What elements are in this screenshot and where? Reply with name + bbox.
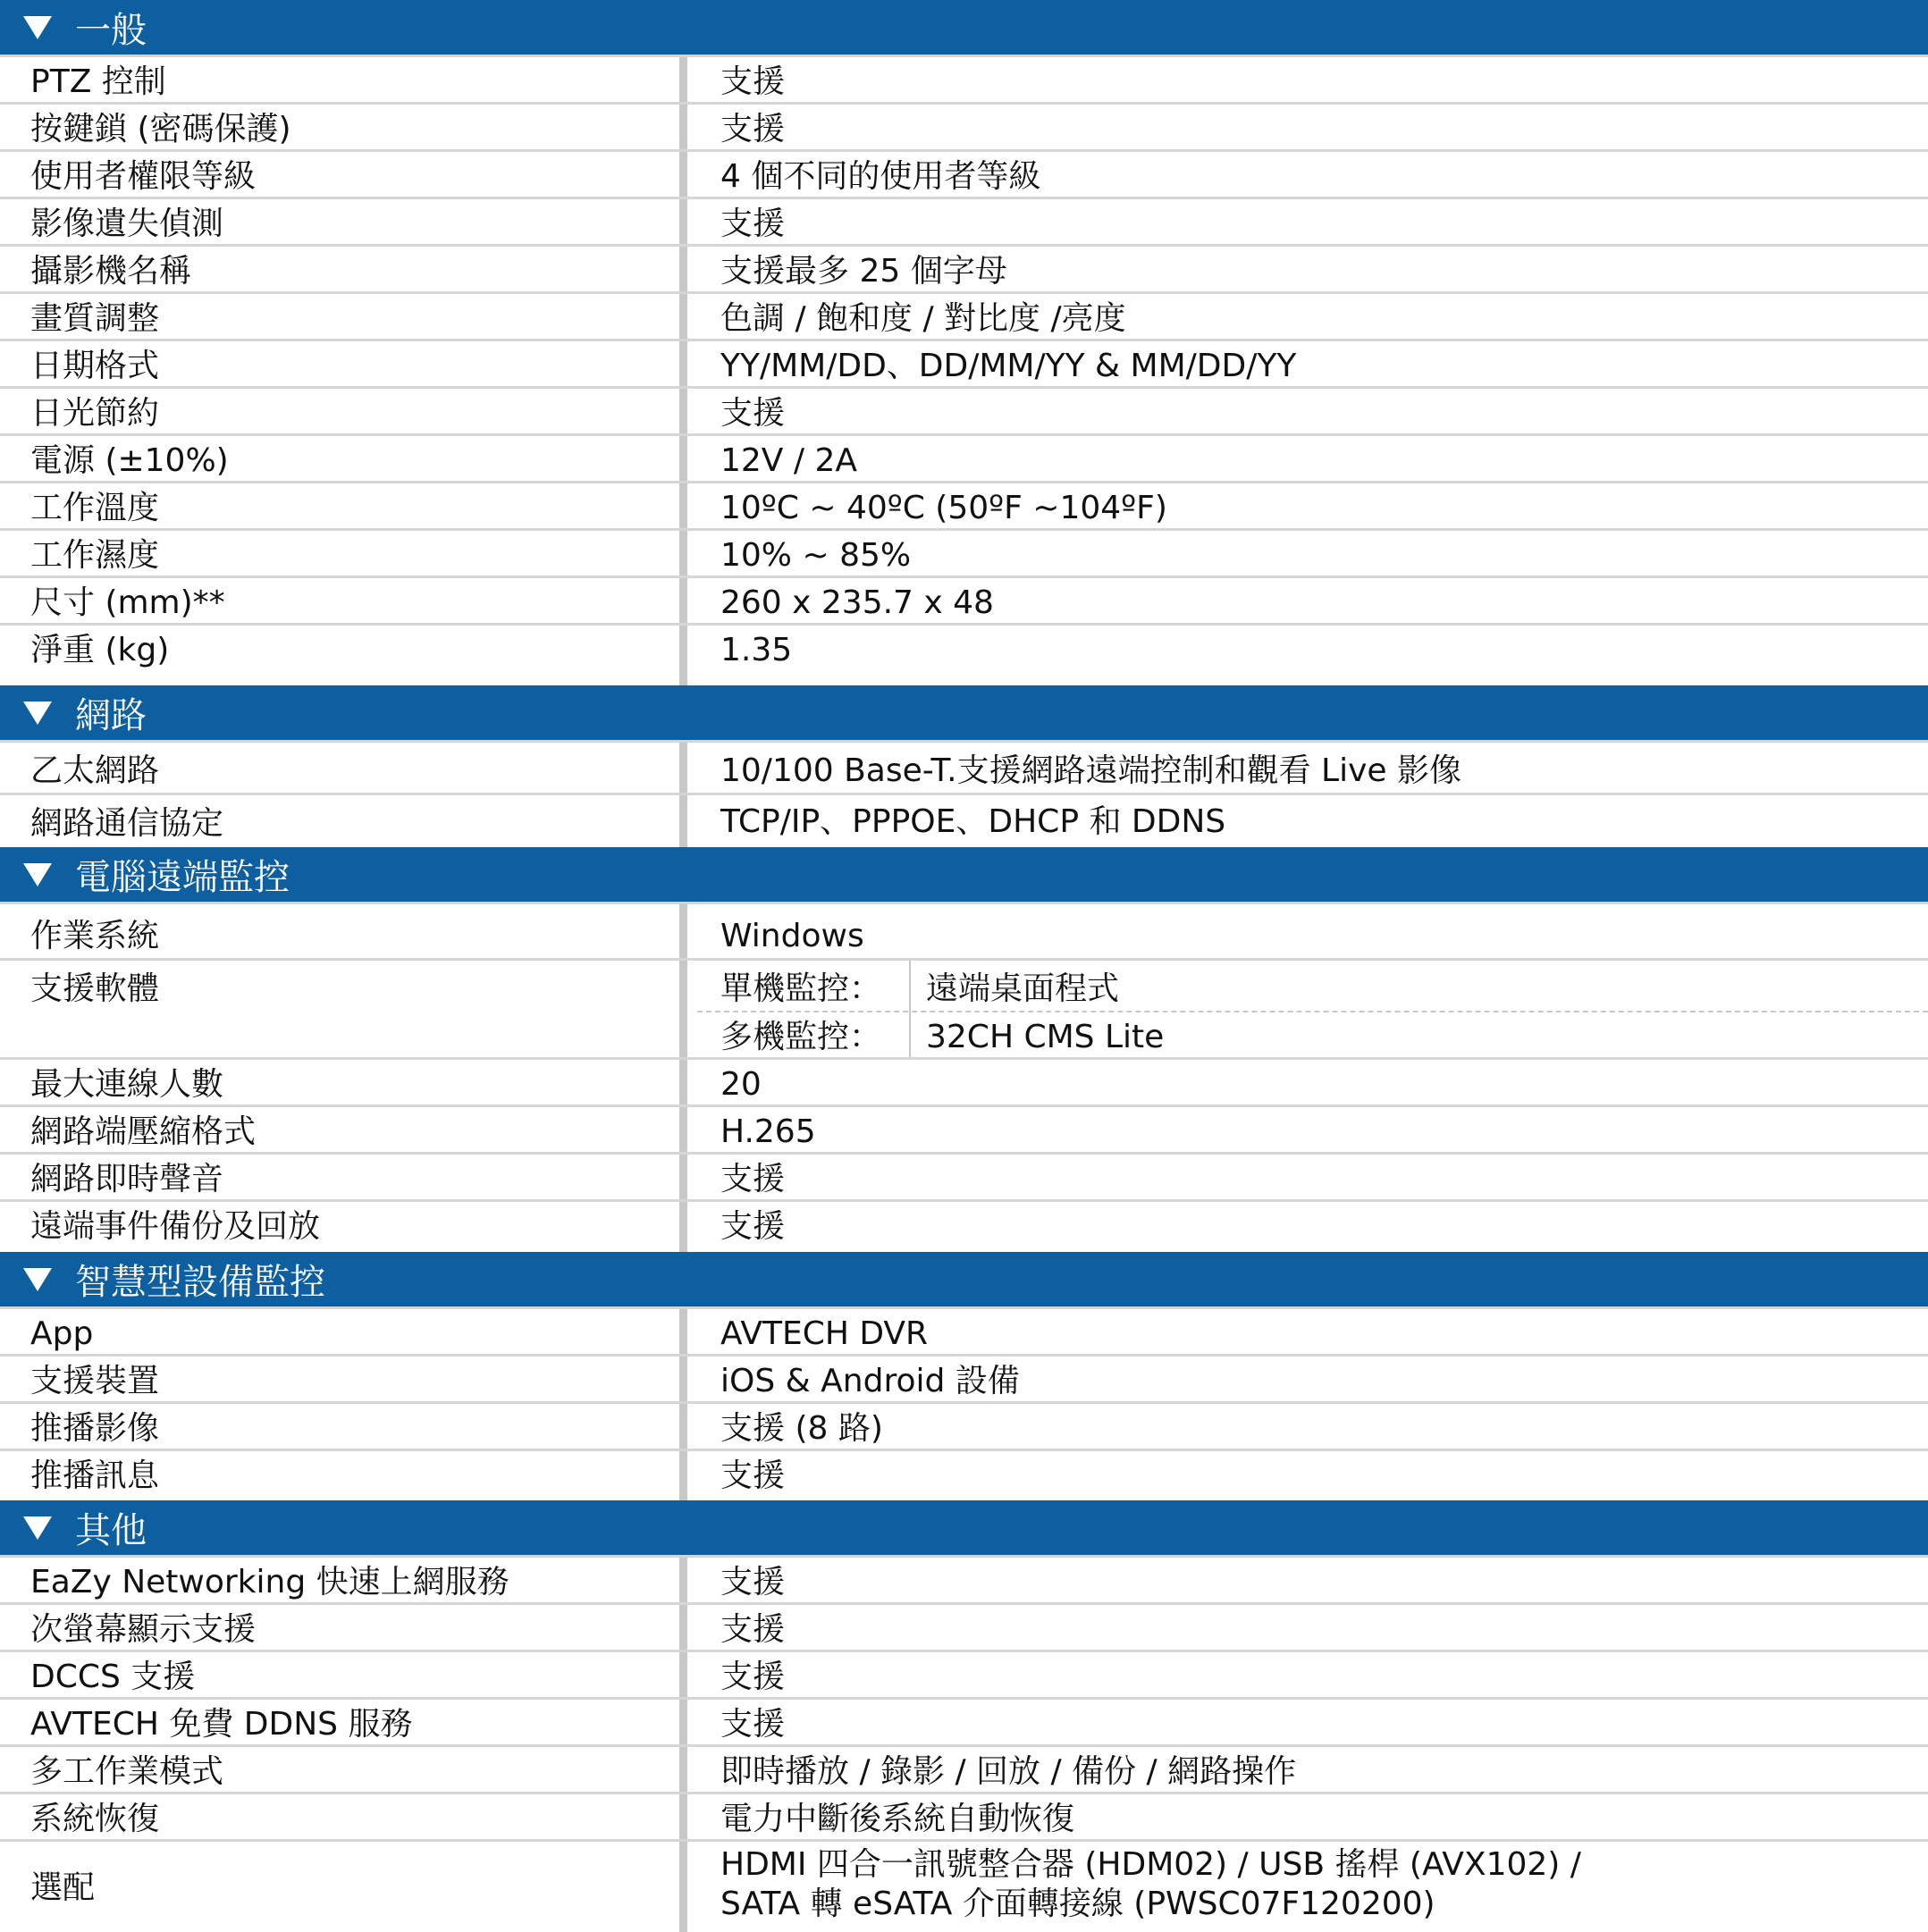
row-value-line-2: SATA 轉 eSATA 介面轉接線 (PWSC07F120200) bbox=[720, 1886, 1435, 1922]
table-row bbox=[0, 1451, 1928, 1499]
row-label: PTZ 控制 bbox=[30, 63, 166, 100]
table-row bbox=[0, 57, 1928, 105]
row-value: H.265 bbox=[720, 1113, 816, 1150]
table-row bbox=[0, 1700, 1928, 1747]
row-label: 網路端壓縮格式 bbox=[30, 1113, 257, 1150]
row-label: AVTECH 免費 DDNS 服務 bbox=[30, 1706, 413, 1743]
table-row bbox=[0, 105, 1928, 152]
row-value: AVTECH DVR bbox=[720, 1315, 929, 1352]
row-value: 支援 bbox=[720, 1208, 786, 1245]
row-label: 遠端事件備份及回放 bbox=[30, 1208, 321, 1245]
row-label: 推播訊息 bbox=[30, 1457, 160, 1494]
sub-key-multi: 多機監控： bbox=[720, 1019, 882, 1055]
table-row bbox=[0, 341, 1928, 389]
row-value: YY/MM/DD、DD/MM/YY & MM/DD/YY bbox=[720, 348, 1297, 384]
table-row bbox=[0, 152, 1928, 199]
section-header bbox=[0, 1500, 1928, 1558]
table-row bbox=[0, 436, 1928, 483]
table-row-software bbox=[0, 961, 1928, 1060]
triangle-down-icon bbox=[23, 1516, 52, 1540]
triangle-down-icon bbox=[23, 863, 52, 886]
row-label: EaZy Networking 快速上網服務 bbox=[30, 1564, 509, 1600]
row-label: 使用者權限等級 bbox=[30, 158, 257, 195]
row-value: 4 個不同的使用者等級 bbox=[720, 158, 1041, 195]
row-value: TCP/IP、PPPOE、DHCP 和 DDNS bbox=[720, 803, 1226, 840]
row-value: 支援 bbox=[720, 1564, 786, 1600]
triangle-down-icon bbox=[23, 16, 52, 39]
row-value-line-1: HDMI 四合一訊號整合器 (HDM02) / USB 搖桿 (AVX102) / bbox=[720, 1846, 1581, 1883]
dashed-divider bbox=[697, 1011, 1928, 1012]
row-label: DCCS 支援 bbox=[30, 1659, 196, 1695]
table-row bbox=[0, 1842, 1928, 1932]
section-title: 網路 bbox=[75, 695, 147, 736]
row-label: 支援軟體 bbox=[30, 970, 160, 1007]
table-row bbox=[0, 626, 1928, 673]
row-label: 作業系統 bbox=[30, 918, 160, 954]
table-row bbox=[0, 1652, 1928, 1700]
row-label: 多工作業模式 bbox=[30, 1753, 224, 1790]
row-value: 支援 bbox=[720, 63, 786, 100]
table-row bbox=[0, 795, 1928, 847]
table-row bbox=[0, 1060, 1928, 1107]
row-label: 電源 (±10%) bbox=[30, 442, 229, 479]
triangle-down-icon bbox=[23, 701, 52, 725]
section-general bbox=[0, 0, 1928, 673]
table-row bbox=[0, 1605, 1928, 1652]
row-label: 系統恢復 bbox=[30, 1801, 160, 1837]
row-label: 支援裝置 bbox=[30, 1363, 160, 1399]
table-row bbox=[0, 294, 1928, 341]
table-row bbox=[0, 1404, 1928, 1451]
table-row bbox=[0, 1558, 1928, 1605]
row-value: 10% ~ 85% bbox=[720, 537, 912, 574]
table-row bbox=[0, 531, 1928, 578]
table-row bbox=[0, 1794, 1928, 1842]
table-row bbox=[0, 247, 1928, 294]
table-row bbox=[0, 1155, 1928, 1202]
section-title: 其他 bbox=[75, 1510, 147, 1551]
table-row bbox=[0, 1309, 1928, 1357]
triangle-down-icon bbox=[23, 1268, 52, 1291]
sub-column-divider bbox=[909, 961, 911, 1057]
row-label: 乙太網路 bbox=[30, 752, 160, 789]
section-network bbox=[0, 685, 1928, 847]
sub-value-single: 遠端桌面程式 bbox=[926, 970, 1120, 1007]
row-label: 工作濕度 bbox=[30, 537, 160, 574]
section-pc-remote bbox=[0, 847, 1928, 1249]
row-value: 支援 bbox=[720, 1706, 786, 1743]
row-label: App bbox=[30, 1315, 94, 1352]
sub-value-multi: 32CH CMS Lite bbox=[926, 1019, 1165, 1055]
section-title: 電腦遠端監控 bbox=[75, 857, 290, 898]
row-label: 尺寸 (mm)** bbox=[30, 584, 225, 621]
table-row bbox=[0, 483, 1928, 531]
table-row bbox=[0, 578, 1928, 626]
section-other bbox=[0, 1500, 1928, 1932]
row-value: 支援 bbox=[720, 1659, 786, 1695]
section-header bbox=[0, 0, 1928, 57]
row-value: 20 bbox=[720, 1066, 762, 1103]
row-label: 網路即時聲音 bbox=[30, 1161, 224, 1197]
row-label: 日期格式 bbox=[30, 348, 160, 384]
row-value: 10/100 Base-T.支援網路遠端控制和觀看 Live 影像 bbox=[720, 752, 1462, 789]
row-value: iOS & Android 設備 bbox=[720, 1363, 1020, 1399]
table-row bbox=[0, 389, 1928, 436]
table-row bbox=[0, 1747, 1928, 1794]
row-value: 支援最多 25 個字母 bbox=[720, 253, 1007, 290]
section-header bbox=[0, 685, 1928, 743]
row-value: 支援 bbox=[720, 1161, 786, 1197]
table-row bbox=[0, 743, 1928, 795]
row-label: 最大連線人數 bbox=[30, 1066, 224, 1103]
row-value: 支援 bbox=[720, 206, 786, 242]
row-label: 網路通信協定 bbox=[30, 805, 224, 842]
table-row bbox=[0, 199, 1928, 247]
row-value: 支援 bbox=[720, 1611, 786, 1648]
sub-key-single: 單機監控： bbox=[720, 970, 882, 1007]
row-label: 選配 bbox=[30, 1869, 96, 1906]
row-value: 色調 / 飽和度 / 對比度 /亮度 bbox=[720, 300, 1126, 337]
row-label: 淨重 (kg) bbox=[30, 632, 170, 668]
row-value: 12V / 2A bbox=[720, 442, 857, 479]
row-label: 次螢幕顯示支援 bbox=[30, 1611, 257, 1648]
section-title: 一般 bbox=[75, 10, 147, 51]
row-label: 推播影像 bbox=[30, 1410, 160, 1447]
section-header bbox=[0, 1252, 1928, 1309]
row-label: 攝影機名稱 bbox=[30, 253, 192, 290]
row-label: 影像遺失偵測 bbox=[30, 206, 224, 242]
row-label: 按鍵鎖 (密碼保護) bbox=[30, 111, 291, 147]
row-value: 支援 bbox=[720, 395, 786, 432]
row-label: 日光節約 bbox=[30, 395, 160, 432]
row-value: 10ºC ~ 40ºC (50ºF ~104ºF) bbox=[720, 490, 1167, 526]
row-value: 支援 bbox=[720, 111, 786, 147]
table-row bbox=[0, 1107, 1928, 1155]
section-title: 智慧型設備監控 bbox=[75, 1262, 325, 1303]
row-value: 1.35 bbox=[720, 632, 793, 668]
table-row bbox=[0, 1202, 1928, 1249]
table-row bbox=[0, 1357, 1928, 1404]
row-value: 即時播放 / 錄影 / 回放 / 備份 / 網路操作 bbox=[720, 1753, 1297, 1790]
row-label: 工作溫度 bbox=[30, 490, 160, 526]
row-value: Windows bbox=[720, 918, 864, 954]
section-header bbox=[0, 847, 1928, 904]
row-label: 畫質調整 bbox=[30, 300, 160, 337]
row-value: 支援 (8 路) bbox=[720, 1410, 883, 1447]
table-row bbox=[0, 904, 1928, 961]
section-smart-device bbox=[0, 1252, 1928, 1499]
row-value: 支援 bbox=[720, 1457, 786, 1494]
row-value: 260 x 235.7 x 48 bbox=[720, 584, 994, 621]
row-value: 電力中斷後系統自動恢復 bbox=[720, 1801, 1075, 1837]
